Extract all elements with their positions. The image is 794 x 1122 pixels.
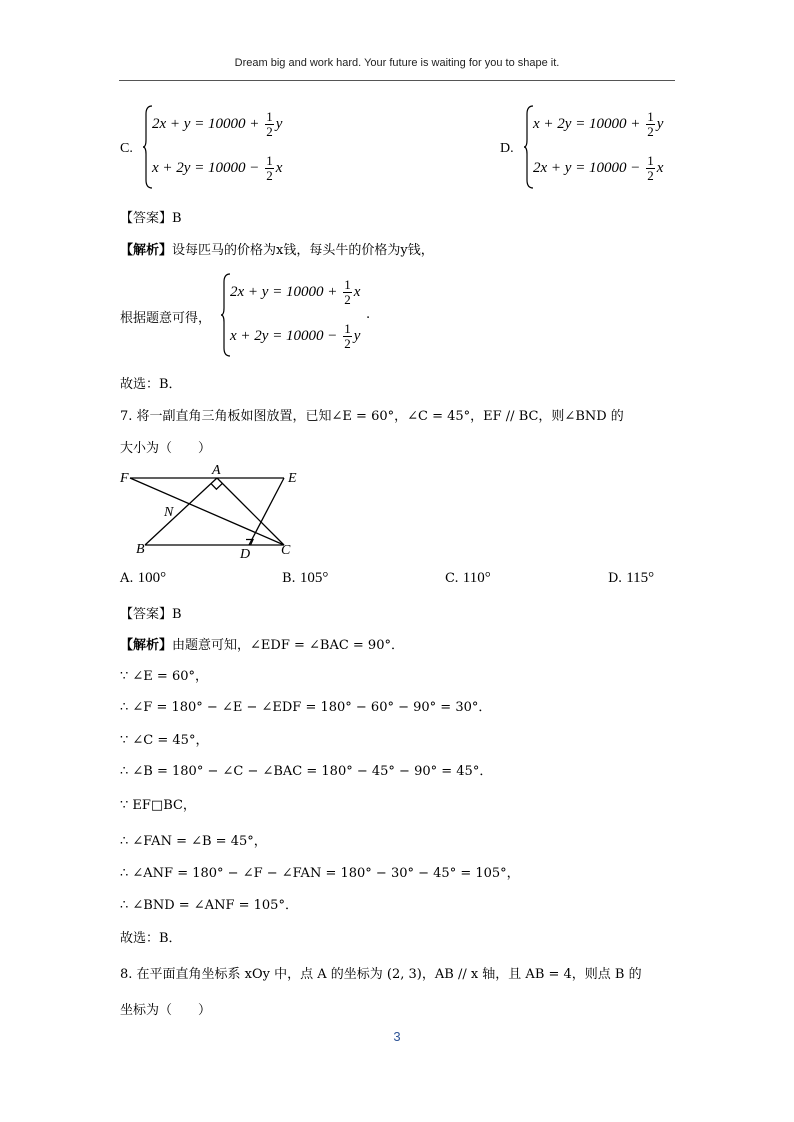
- option-d-eq1: x + 2y = 10000 + $\frac{1}{2}$ y: [533, 109, 664, 139]
- q7-step-1: ∵ ∠E = 60°，: [120, 669, 208, 684]
- q7-triangle-figure: [118, 462, 308, 562]
- segment-ed: [249, 478, 284, 545]
- q8-stem-line1: 8. 在平面直角坐标系 xOy 中，点 A 的坐标为 (2, 3)，AB // x 轴，且 AB = 4，则点 B 的: [120, 967, 642, 982]
- q7-step-3: ∵ ∠C = 45°，: [120, 733, 209, 748]
- q7-step-2: ∴ ∠F = 180° − ∠E − ∠EDF = 180° − 60° − 90° = 30°．: [120, 700, 492, 715]
- option-d-label: D.: [500, 141, 514, 156]
- q6-analysis-line1: 【解析】设每匹马的价格为x钱，每头牛的价格为y钱，: [120, 243, 434, 258]
- fraction: $\frac{1}{2}$: [344, 277, 351, 307]
- label-e: E: [288, 471, 297, 486]
- q7-conclusion: 故选：B．: [120, 931, 182, 946]
- header-divider: [119, 80, 675, 81]
- label-c: C: [281, 543, 291, 558]
- q7-option-a: A. 100°: [120, 570, 167, 586]
- analysis-eq2: x + 2y = 10000 − $\frac{1}{2}$ y: [230, 321, 361, 351]
- right-angle-mark-a: [211, 483, 223, 489]
- q7-stem-line2: 大小为（ ）: [120, 441, 212, 456]
- label-b: B: [136, 542, 145, 557]
- q7-option-d: D. 115°: [608, 570, 655, 586]
- option-c-label: C.: [120, 141, 133, 156]
- q6-analysis-line2: 根据题意可得，: [120, 311, 212, 326]
- option-d-system: [523, 104, 743, 190]
- header-motto: Dream big and work hard. Your future is waiting for you to shape it.: [234, 57, 560, 69]
- page-number: 3: [393, 1029, 401, 1044]
- q7-step-8: ∴ ∠BND = ∠ANF = 105°．: [120, 898, 298, 913]
- label-f: F: [120, 471, 129, 486]
- analysis-eq1: 2x + y = 10000 + $\frac{1}{2}$ x: [230, 277, 361, 307]
- q6-analysis-system: [220, 272, 400, 358]
- fraction: $\frac{1}{2}$: [266, 109, 273, 139]
- q8-stem-line2: 坐标为（ ）: [120, 1003, 212, 1018]
- q7-step-7: ∴ ∠ANF = 180° − ∠F − ∠FAN = 180° − 30° − 45° = 105°，: [120, 866, 520, 881]
- q7-stem-line1: 7. 将一副直角三角板如图放置，已知∠E = 60°，∠C = 45°，EF // BC，则∠BND 的: [120, 409, 624, 424]
- analysis-period: .: [366, 307, 371, 322]
- fraction: $\frac{1}{2}$: [647, 109, 654, 139]
- label-n: N: [164, 505, 174, 520]
- q7-answer: 【答案】B: [120, 607, 182, 622]
- q7-option-b: B. 105°: [282, 570, 329, 586]
- q6-conclusion: 故选：B．: [120, 377, 182, 392]
- q7-step-6: ∴ ∠FAN = ∠B = 45°，: [120, 834, 267, 849]
- fraction: $\frac{1}{2}$: [266, 153, 273, 183]
- q6-answer: 【答案】B: [120, 211, 182, 226]
- option-c-system: [142, 104, 362, 190]
- fraction: $\frac{1}{2}$: [647, 153, 654, 183]
- q7-step-4: ∴ ∠B = 180° − ∠C − ∠BAC = 180° − 45° − 90° = 45°．: [120, 764, 493, 779]
- option-d-eq2: 2x + y = 10000 − $\frac{1}{2}$ x: [533, 153, 664, 183]
- q7-step-5: ∵ EF□BC，: [120, 798, 196, 813]
- option-c-eq1: 2x + y = 10000 + $\frac{1}{2}$ y: [152, 109, 283, 139]
- fraction: $\frac{1}{2}$: [344, 321, 351, 351]
- q7-analysis-line1: 【解析】由题意可知，∠EDF = ∠BAC = 90°．: [120, 638, 404, 653]
- label-d: D: [240, 547, 251, 562]
- option-c-eq2: x + 2y = 10000 − $\frac{1}{2}$ x: [152, 153, 283, 183]
- segment-ac: [217, 478, 284, 545]
- q7-option-c: C. 110°: [445, 570, 491, 586]
- label-a: A: [212, 463, 221, 478]
